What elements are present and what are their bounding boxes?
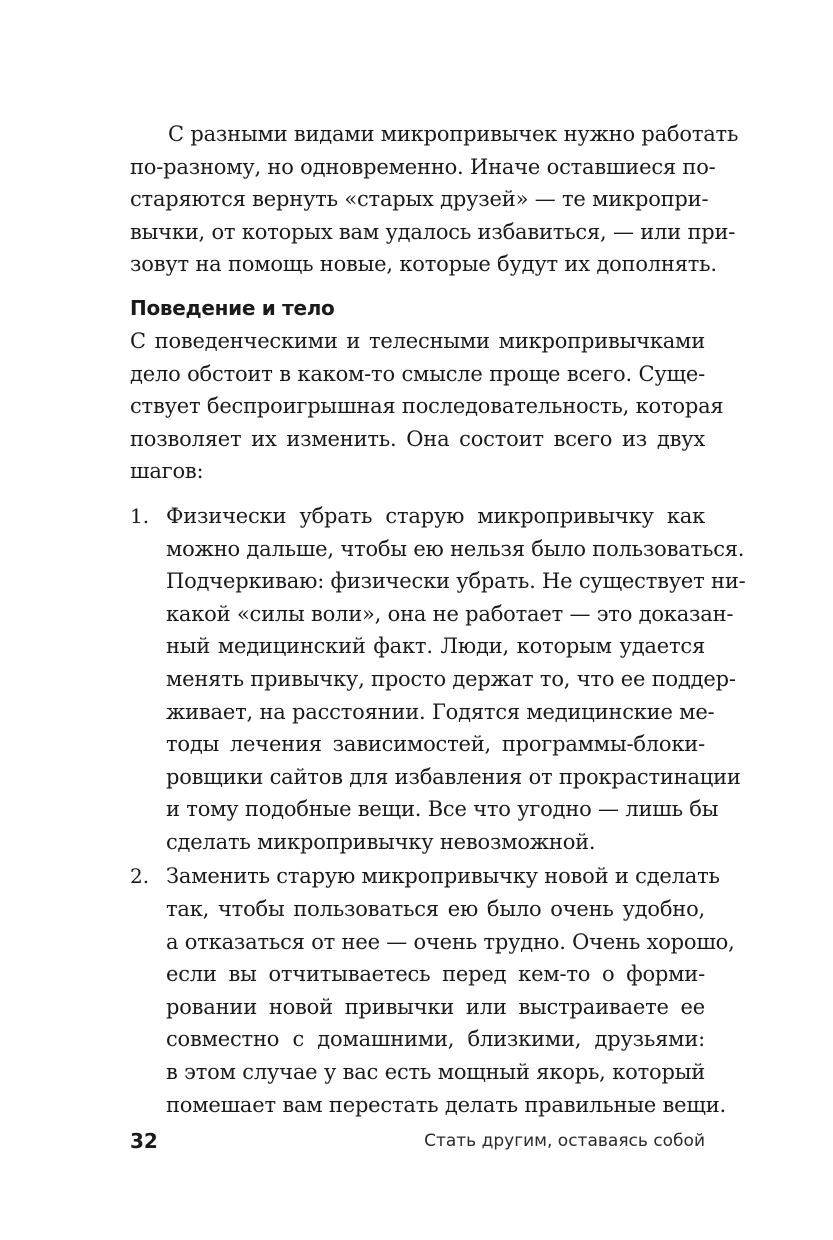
text-line: ный медицинский факт. Люди, которым удается xyxy=(166,634,705,659)
intro-paragraph xyxy=(130,118,739,281)
text-line: какой «силы воли», она не работает — это доказан- xyxy=(166,601,734,626)
running-title: Стать другим, оставаясь собой xyxy=(424,1131,705,1151)
text-line: менять привычку, просто держат то, что ее поддер- xyxy=(166,666,736,691)
list-item-number: 1. xyxy=(130,503,150,528)
text-line: по-разному, но одновременно. Иначе оставшиеся по- xyxy=(130,154,716,179)
text-line: С поведенческими и телесными микропривычками xyxy=(130,328,705,353)
text-line: вычки, от которых вам удалось избавиться, — или при- xyxy=(130,219,736,244)
text-line: Заменить старую микропривычку новой и сделать xyxy=(166,864,720,889)
text-line: если вы отчитываетесь перед кем-то о форми- xyxy=(166,962,705,987)
text-line: шагов: xyxy=(130,459,204,484)
text-line: сделать микропривычку невозможной. xyxy=(166,829,596,854)
text-line: ровщики сайтов для избавления от прокрастинации xyxy=(166,764,741,789)
text-line: Физически убрать старую микропривычку как xyxy=(166,503,705,528)
text-line: С разными видами микропривычек нужно работать xyxy=(168,122,739,146)
text-line: в этом случае у вас есть мощный якорь, который xyxy=(166,1060,705,1085)
page-number: 32 xyxy=(130,1129,158,1153)
text-line: и тому подобные вещи. Все что угодно — лишь бы xyxy=(166,797,719,822)
text-line: позволяет их изменить. Она состоит всего из двух xyxy=(130,426,705,451)
section-heading: Поведение и тело xyxy=(130,295,335,320)
list-item xyxy=(130,500,746,859)
text-line: а отказаться от нее — очень трудно. Очень хорошо, xyxy=(166,929,735,954)
text-line: помешает вам перестать делать правильные вещи. xyxy=(166,1092,726,1117)
list-item-number: 2. xyxy=(130,864,150,889)
text-line: ствует беспроигрышная последовательность, которая xyxy=(130,394,724,419)
list-item xyxy=(130,860,735,1121)
text-line: Подчеркиваю: физически убрать. Не существует ни- xyxy=(166,569,746,594)
text-line: старяются вернуть «старых друзей» — те микропри- xyxy=(130,187,709,212)
text-line: зовут на помощь новые, которые будут их дополнять. xyxy=(130,252,717,277)
section-paragraph xyxy=(130,325,724,488)
text-line: тоды лечения зависимостей, программы-блоки- xyxy=(166,732,705,757)
text-line: так, чтобы пользоваться ею было очень удобно, xyxy=(166,897,705,922)
page-footer xyxy=(130,1124,705,1158)
text-line: дело обстоит в каком-то смысле проще всего. Суще- xyxy=(130,361,705,386)
numbered-list xyxy=(130,500,746,1121)
text-line: можно дальше, чтобы ею нельзя было пользоваться. xyxy=(166,536,745,561)
text-line: живает, на расстоянии. Годятся медицинские ме- xyxy=(166,699,715,724)
text-line: ровании новой привычки или выстраиваете ее xyxy=(166,994,705,1019)
text-line: совместно с домашними, близкими, друзьями: xyxy=(166,1027,705,1052)
page-body xyxy=(130,118,746,1123)
